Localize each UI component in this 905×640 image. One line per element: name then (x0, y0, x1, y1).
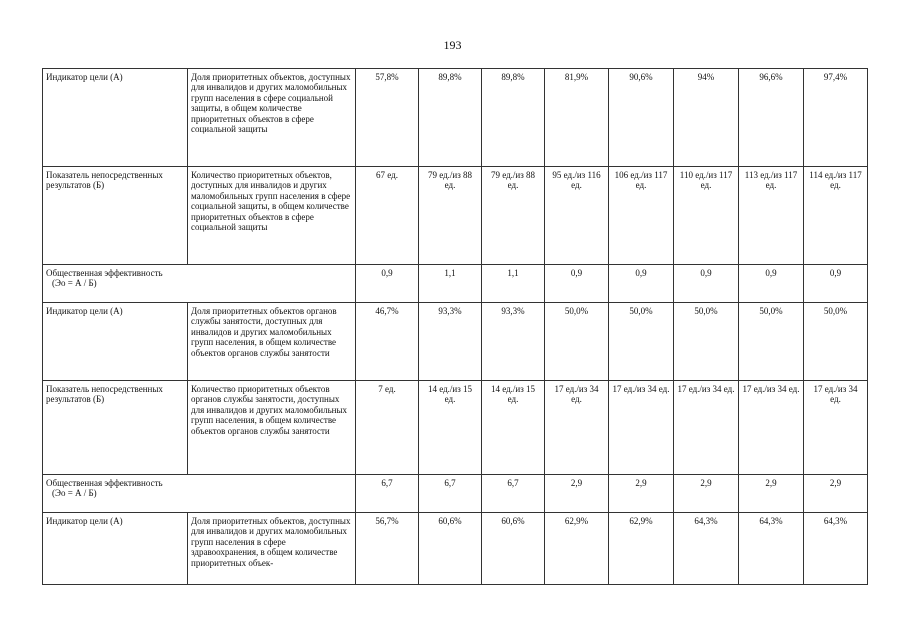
value-cell: 6,7 (419, 475, 482, 513)
value-cell: 1,1 (482, 265, 545, 303)
table-row (43, 69, 868, 167)
table-row (43, 303, 868, 381)
value-cell: 94% (674, 69, 739, 167)
table-row (43, 167, 868, 265)
efficiency-label (43, 265, 356, 303)
value-cell: 56,7% (356, 513, 419, 585)
row-label: Индикатор цели (А) (43, 69, 188, 167)
value-cell: 50,0% (739, 303, 804, 381)
value-cell: 64,3% (804, 513, 868, 585)
value-cell: 46,7% (356, 303, 419, 381)
value-cell: 14 ед./из 15 ед. (482, 381, 545, 475)
efficiency-formula: (Эо = А / Б) (52, 278, 97, 289)
value-cell: 79 ед./из 88 ед. (419, 167, 482, 265)
value-cell: 67 ед. (356, 167, 419, 265)
value-cell: 2,9 (739, 475, 804, 513)
value-cell: 60,6% (482, 513, 545, 585)
value-cell: 50,0% (609, 303, 674, 381)
row-label: Индикатор цели (А) (43, 513, 188, 585)
efficiency-title: Общественная эффективность (46, 478, 163, 488)
value-cell: 0,9 (609, 265, 674, 303)
value-cell: 2,9 (545, 475, 609, 513)
table-row (43, 381, 868, 475)
value-cell: 50,0% (545, 303, 609, 381)
value-cell: 50,0% (804, 303, 868, 381)
value-cell: 57,8% (356, 69, 419, 167)
value-cell: 64,3% (739, 513, 804, 585)
row-description: Доля приоритетных объектов органов службы занятости, доступных для инвалидов и других маломобильных групп населения, в общем количестве объектов органов службы занятости (188, 303, 356, 381)
row-label: Индикатор цели (А) (43, 303, 188, 381)
value-cell: 60,6% (419, 513, 482, 585)
row-description: Количество приоритетных объектов органов службы занятости, доступных для инвалидов и других маломобильных групп населения, в общем количестве объектов органов службы занятости (188, 381, 356, 475)
value-cell: 114 ед./из 117 ед. (804, 167, 868, 265)
value-cell: 113 ед./из 117 ед. (739, 167, 804, 265)
value-cell: 0,9 (356, 265, 419, 303)
efficiency-formula: (Эо = А / Б) (52, 488, 97, 499)
value-cell: 64,3% (674, 513, 739, 585)
value-cell: 110 ед./из 117 ед. (674, 167, 739, 265)
value-cell: 0,9 (545, 265, 609, 303)
table-row (43, 513, 868, 585)
value-cell: 17 ед./из 34 ед. (609, 381, 674, 475)
row-description: Доля приоритетных объектов, доступных для инвалидов и других маломобильных групп населения в сфере здравоохранения, в общем количестве приоритетных объек- (188, 513, 356, 585)
efficiency-title: Общественная эффективность (46, 268, 163, 278)
efficiency-row (43, 265, 868, 303)
value-cell: 0,9 (739, 265, 804, 303)
value-cell: 2,9 (609, 475, 674, 513)
row-description: Доля приоритетных объектов, доступных для инвалидов и других маломобильных групп населения в сфере социальной защиты, в общем количестве приоритетных объектов в сфере социальной защиты (188, 69, 356, 167)
value-cell: 97,4% (804, 69, 868, 167)
value-cell: 50,0% (674, 303, 739, 381)
value-cell: 95 ед./из 116 ед. (545, 167, 609, 265)
row-label: Показатель непосредственных результатов (Б) (43, 167, 188, 265)
row-label: Показатель непосредственных результатов (Б) (43, 381, 188, 475)
value-cell: 79 ед./из 88 ед. (482, 167, 545, 265)
value-cell: 62,9% (545, 513, 609, 585)
value-cell: 81,9% (545, 69, 609, 167)
value-cell: 17 ед./из 34 ед. (674, 381, 739, 475)
value-cell: 17 ед./из 34 ед. (739, 381, 804, 475)
value-cell: 0,9 (804, 265, 868, 303)
page-number: 193 (443, 38, 462, 52)
value-cell: 106 ед./из 117 ед. (609, 167, 674, 265)
value-cell: 17 ед./из 34 ед. (545, 381, 609, 475)
value-cell: 17 ед./из 34 ед. (804, 381, 868, 475)
value-cell: 7 ед. (356, 381, 419, 475)
efficiency-row (43, 475, 868, 513)
value-cell: 0,9 (674, 265, 739, 303)
value-cell: 6,7 (356, 475, 419, 513)
efficiency-label (43, 475, 356, 513)
value-cell: 93,3% (419, 303, 482, 381)
row-description: Количество приоритетных объектов, доступных для инвалидов и других маломобильных групп населения в сфере социальной защиты, в общем количестве приоритетных объектов в сфере социальной защиты (188, 167, 356, 265)
value-cell: 96,6% (739, 69, 804, 167)
indicator-table (42, 68, 868, 585)
value-cell: 14 ед./из 15 ед. (419, 381, 482, 475)
value-cell: 90,6% (609, 69, 674, 167)
value-cell: 2,9 (804, 475, 868, 513)
value-cell: 62,9% (609, 513, 674, 585)
value-cell: 93,3% (482, 303, 545, 381)
value-cell: 2,9 (674, 475, 739, 513)
value-cell: 89,8% (482, 69, 545, 167)
value-cell: 1,1 (419, 265, 482, 303)
value-cell: 89,8% (419, 69, 482, 167)
value-cell: 6,7 (482, 475, 545, 513)
